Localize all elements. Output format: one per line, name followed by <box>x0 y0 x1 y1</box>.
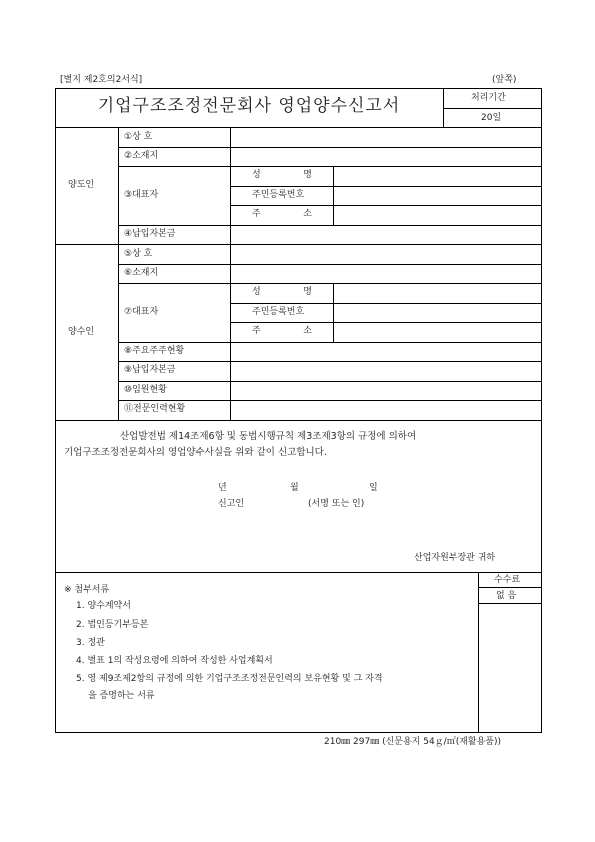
divider <box>118 166 542 167</box>
divider <box>118 147 542 148</box>
attachment-item: 5. 영 제9조제2항의 규정에 의한 기업구조조정전문인력의 보유현황 및 그 자격 <box>76 674 383 684</box>
transferor-rep-address-label <box>252 210 312 219</box>
label-part: 명 <box>303 287 312 297</box>
label-part: 주 <box>252 326 261 336</box>
attachment-item: 2. 법인등기부등본 <box>76 620 149 630</box>
transferee-rep-id-label: 주민등록번호 <box>252 307 305 317</box>
fee-label: 수수료 <box>494 575 521 585</box>
signature-label: (서명 또는 인) <box>308 499 365 509</box>
label-part: 소 <box>303 326 312 336</box>
divider <box>230 127 231 420</box>
attachment-item: 1. 양수계약서 <box>76 601 131 611</box>
divider <box>478 603 542 604</box>
form-number: [별지 제2호의2서식] <box>60 75 143 85</box>
divider <box>118 342 542 343</box>
attachment-item: 4. 별표 1의 작성요령에 의하여 작성한 사업계획서 <box>76 656 273 666</box>
label-part: 성 <box>252 287 261 297</box>
transferee-experts-label: ⑪전문인력현황 <box>124 404 186 414</box>
divider <box>118 264 542 265</box>
declaration-line-2: 기업구조조정전문회사의 영업양수사실을 위와 같이 신고합니다. <box>64 447 327 458</box>
transferor-capital-label: ④납입자본금 <box>124 229 176 239</box>
divider <box>118 400 542 401</box>
attachment-item: 3. 정관 <box>76 638 105 648</box>
divider <box>230 186 542 187</box>
divider <box>230 205 542 206</box>
divider <box>230 303 542 304</box>
divider <box>443 108 542 109</box>
transferee-rep-address-label <box>252 327 312 336</box>
transferor-rep-name-label <box>252 171 312 180</box>
label-part: 성 <box>252 170 261 180</box>
fee-value: 없 음 <box>496 591 517 601</box>
divider <box>55 420 542 421</box>
date-year-label: 년 <box>218 483 227 493</box>
divider <box>118 225 542 226</box>
transferor-representative-label: ③대표자 <box>124 190 159 200</box>
declarant-label: 신고인 <box>218 499 245 509</box>
divider <box>55 127 542 128</box>
divider <box>333 283 334 342</box>
divider <box>118 361 542 362</box>
divider <box>55 244 542 245</box>
transferor-trade-name-label: ①상 호 <box>124 132 153 142</box>
recipient-label: 산업자원부장관 귀하 <box>414 553 496 563</box>
label-part: 주 <box>252 209 261 219</box>
label-part: 소 <box>303 209 312 219</box>
processing-period-value: 20일 <box>481 113 502 123</box>
divider <box>118 283 542 284</box>
date-day-label: 일 <box>369 483 378 493</box>
transferee-representative-label: ⑦대표자 <box>124 307 159 317</box>
transferee-trade-name-label: ⑤상 호 <box>124 249 153 259</box>
divider <box>118 381 542 382</box>
transferor-address-label: ②소재지 <box>124 151 159 161</box>
divider <box>230 322 542 323</box>
processing-period-label: 처리기간 <box>471 93 506 103</box>
attachment-item: 을 증명하는 서류 <box>88 691 155 701</box>
paper-spec-footer: 210㎜ 297㎜ (신문용지 54ｇ/㎡(재활용품)) <box>324 737 502 747</box>
transferor-group-label: 양도인 <box>68 180 95 190</box>
label-part: 명 <box>303 170 312 180</box>
transferee-address-label: ⑥소재지 <box>124 268 159 278</box>
attachments-heading: ※ 첨부서류 <box>64 585 110 595</box>
declaration-line-1: 산업발전법 제14조제6항 및 동법시행규칙 제3조제3항의 규정에 의하여 <box>120 431 417 442</box>
date-month-label: 월 <box>290 483 299 493</box>
divider <box>333 166 334 225</box>
transferee-group-label: 양수인 <box>68 327 95 337</box>
divider <box>55 572 542 573</box>
form-title: 기업구조조정전문회사 영업양수신고서 <box>97 96 401 116</box>
transferee-rep-name-label <box>252 288 312 297</box>
divider <box>478 587 542 588</box>
transferor-rep-id-label: 주민등록번호 <box>252 190 305 200</box>
transferee-officers-label: ⑩임원현황 <box>124 385 167 395</box>
page-side-label: (앞쪽) <box>492 75 517 85</box>
transferee-capital-label: ⑨납입자본금 <box>124 365 176 375</box>
transferee-shareholders-label: ⑧주요주주현황 <box>124 346 185 356</box>
divider <box>478 572 479 733</box>
divider <box>118 127 119 420</box>
